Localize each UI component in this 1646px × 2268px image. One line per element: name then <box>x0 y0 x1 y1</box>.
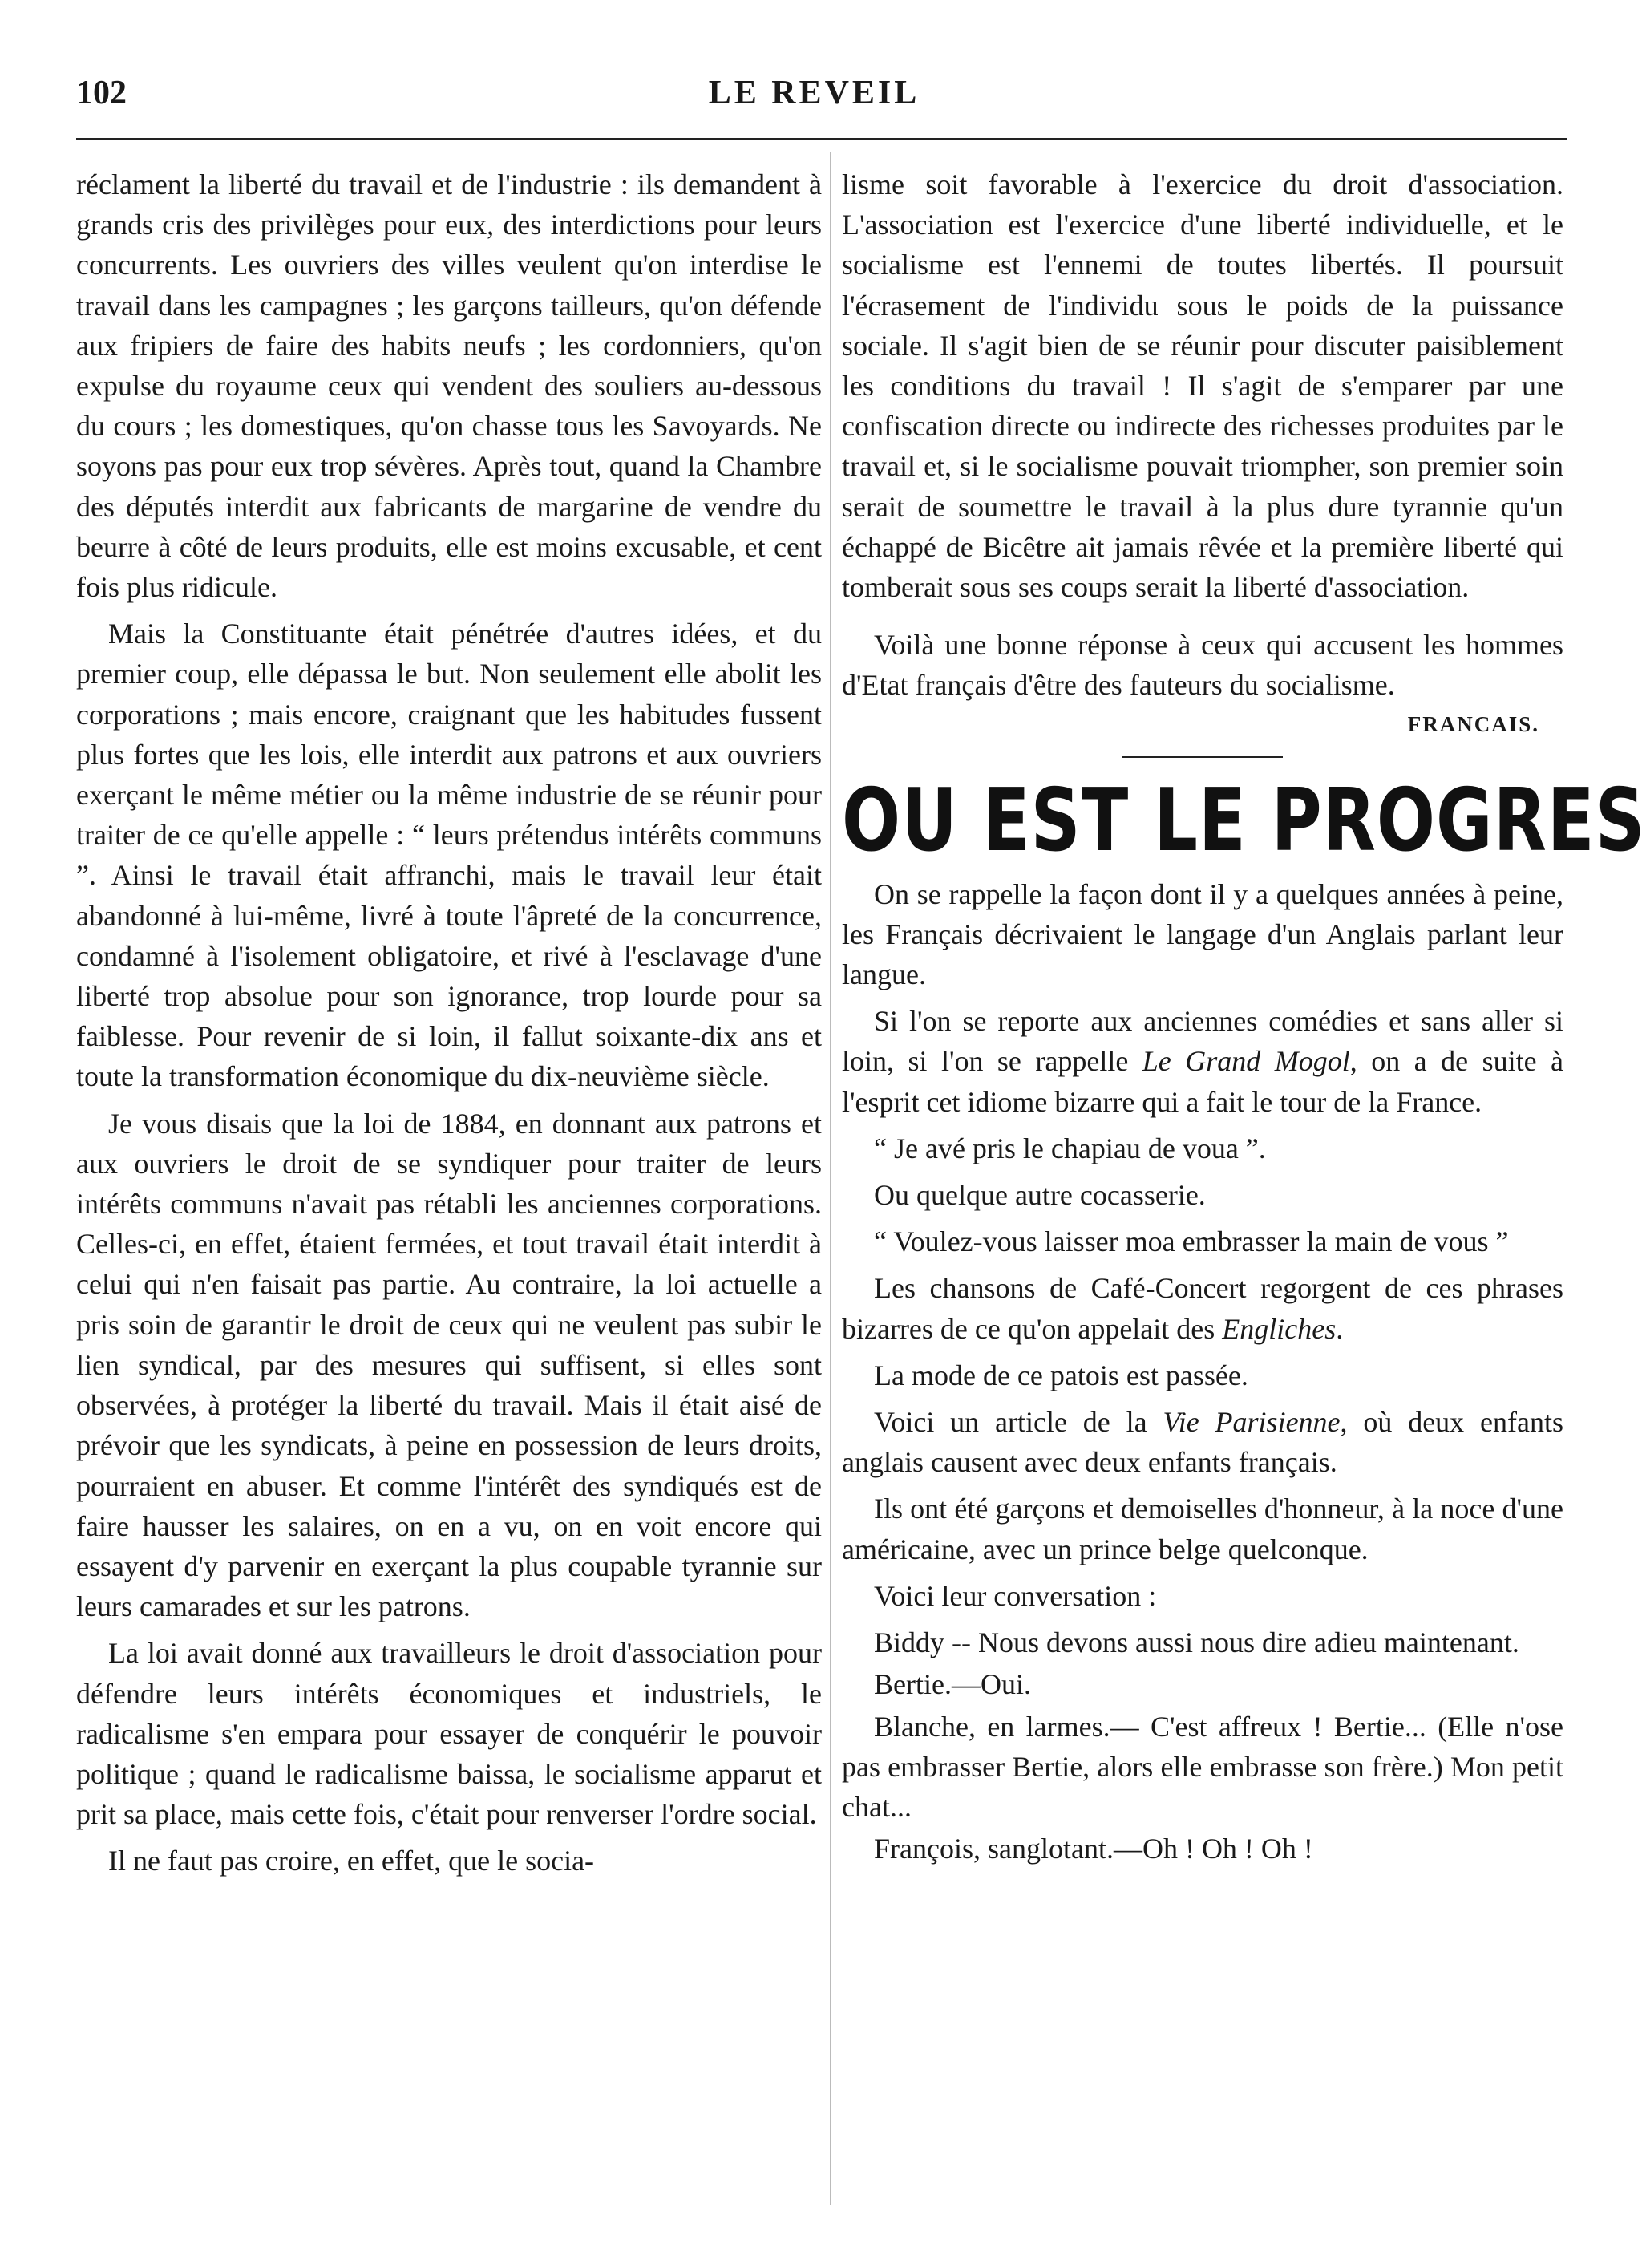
paragraph: Il ne faut pas croire, en effet, que le socia- <box>108 1845 595 1877</box>
column-divider <box>830 152 831 2205</box>
header-rule <box>76 138 1567 140</box>
paragraph: “ Voulez-vous laisser moa embrasser la main de vous ” <box>874 1225 1509 1258</box>
paragraph: On se rappelle la façon dont il y a quelques années à peine, les Français décrivaient le langage d'un Anglais parlant leur langue. <box>842 877 1563 991</box>
section-rule <box>1122 756 1283 758</box>
journal-title: LE REVEIL <box>708 75 920 111</box>
text-run: Voici un article de la <box>874 1406 1163 1439</box>
paragraph: Ou quelque autre cocasserie. <box>874 1179 1206 1212</box>
dialog <box>842 1622 1563 1869</box>
conclusion-paragraph: Voilà une bonne réponse à ceux qui accusent les hommes d'Etat français d'être des fauteurs du socialisme. <box>842 629 1563 702</box>
page-number: 102 <box>76 75 127 111</box>
text-run: Les chansons de Café-Concert regorgent de ces phrases bizarres de ce qu'on appelait des <box>842 1272 1563 1345</box>
italic-title: Le Grand Mogol <box>1142 1045 1350 1078</box>
paragraph: “ Je avé pris le chapiau de voua ”. <box>874 1132 1266 1164</box>
italic-title: Vie Parisienne <box>1163 1406 1341 1439</box>
paragraph: Je vous disais que la loi de 1884, en donnant aux patrons et aux ouvriers le droit de se syndiquer pour traiter de leurs intérêts communs n'avait pas rétabli les anciennes corporations. Celles-ci, en effet, étaient fermées, et tout travail était interdit à celui qui n'en faisait pas partie. Au contraire, la loi actuelle a pris soin de garantir le droit de ceux qui ne veulent pas subir le lien syndical, par des mesures qui suffisent, si elles sont observées, à protéger la liberté du travail. Mais il était aisé de prévoir que les syndicats, à peine en possession de leurs droits, pourraient en abuser. Et comme l'intérêt des syndiqués est de faire hausser les salaires, on en a vu, on en voit encore qui essayent d'y parvenir en exerçant la plus coupable tyrannie sur leurs camarades et sur les patrons. <box>76 1107 822 1623</box>
paragraph: Mais la Constituante était pénétrée d'autres idées, et du premier coup, elle dépassa le but. Non seulement elle abolit les corporations ; mais encore, craignant que les habitudes fussent plus fortes que les lois, elle interdit aux patrons et aux ouvriers exerçant le même métier ou la même industrie de se réunir pour traiter de ce qu'elle appelle : “ leurs prétendus intérêts communs ”. Ainsi le travail était affranchi, mais le travail leur était abandonné à lui-même, livré à toute l'âpreté de la concurrence, condamné à l'isolement obligatoire, et rivé à l'esclavage d'une liberté trop absolue pour son ignorance, trop lourde pour sa faiblesse. Pour revenir de si loin, il fallut soixante-dix ans et toute la transformation économique du dix-neuvième siècle. <box>76 618 822 1093</box>
paragraph <box>842 1402 1563 1482</box>
dialog-line: Bertie.—Oui. <box>874 1668 1031 1701</box>
paragraph: lisme soit favorable à l'exercice du droit d'association. L'association est l'exercice d'une liberté individuelle, et le socialisme est l'ennemi de toutes libertés. Il poursuit l'écrasement de l'individu sous le poids de la puissance sociale. Il s'agit bien de se réunir pour discuter paisiblement les conditions du travail ! Il s'agit de s'emparer par une confiscation directe ou indirecte des richesses produites par le travail et, si le socialisme pouvait triompher, son premier soin serait de soumettre le travail à la plus dure tyrannie qu'un échappé de Bicêtre ait jamais rêvée et la première liberté qui tomberait sous ses coups serait la liberté d'association. <box>842 168 1563 604</box>
paragraph <box>842 1268 1563 1348</box>
paragraph: La mode de ce patois est passée. <box>874 1359 1248 1391</box>
text-run: Si l'on se reporte aux anciennes comédies et sans aller si loin, si l'on se rappelle <box>842 1005 1563 1078</box>
paragraph: réclament la liberté du travail et de l'industrie : ils demandent à grands cris des privilèges pour eux, des interdictions pour leurs concurrents. Les ouvriers des villes veulent qu'on interdise le travail dans les campagnes ; les garçons tailleurs, qu'on défende aux fripiers de faire des habits neufs ; les cordonniers, qu'on expulse du royaume ceux qui vendent des souliers au-dessous du cours ; les domestiques, qu'on chasse tous les Savoyards. Ne soyons pas pour eux trop sévères. Après tout, quand la Chambre des députés interdit aux fabricants de margarine de vendre du beurre à côté de leurs produits, elle est moins excusable, et cent fois plus ridicule. <box>76 168 822 604</box>
dialog-line: Biddy -- Nous devons aussi nous dire adieu maintenant. <box>874 1626 1519 1659</box>
dialog-line: François, sanglotant.—Oh ! Oh ! Oh ! <box>874 1833 1313 1865</box>
paragraph: Ils ont été garçons et demoiselles d'honneur, à la noce d'une américaine, avec un prince belge quelconque. <box>842 1492 1563 1565</box>
paragraph <box>842 1001 1563 1122</box>
text-run: . <box>1336 1312 1344 1345</box>
paragraph: Voici leur conversation : <box>874 1579 1157 1612</box>
left-column <box>76 164 822 2234</box>
page-header <box>0 0 1628 144</box>
article-headline: OU EST LE PROGRES <box>842 770 1646 871</box>
dialog-line: Blanche, en larmes.— C'est affreux ! Bertie... (Elle n'ose pas embrasser Bertie, alors elle embrasse son frère.) Mon petit chat... <box>842 1710 1563 1823</box>
signature: FRANCAIS. <box>1407 711 1539 736</box>
text-run: , où deux enfants anglais causent avec deux enfants français. <box>842 1406 1563 1479</box>
right-column <box>842 164 1646 2234</box>
italic-word: Engliches <box>1222 1312 1337 1345</box>
paragraph: La loi avait donné aux travailleurs le droit d'association pour défendre leurs intérêts économiques et industriels, le radicalisme s'en empara pour essayer de conquérir le pouvoir politique ; quand le radicalisme baissa, le socialisme apparut et prit sa place, mais cette fois, c'était pour renverser l'ordre social. <box>76 1637 822 1831</box>
text-run: , on a de suite à l'esprit cet idiome bizarre qui a fait le tour de la France. <box>842 1045 1564 1118</box>
